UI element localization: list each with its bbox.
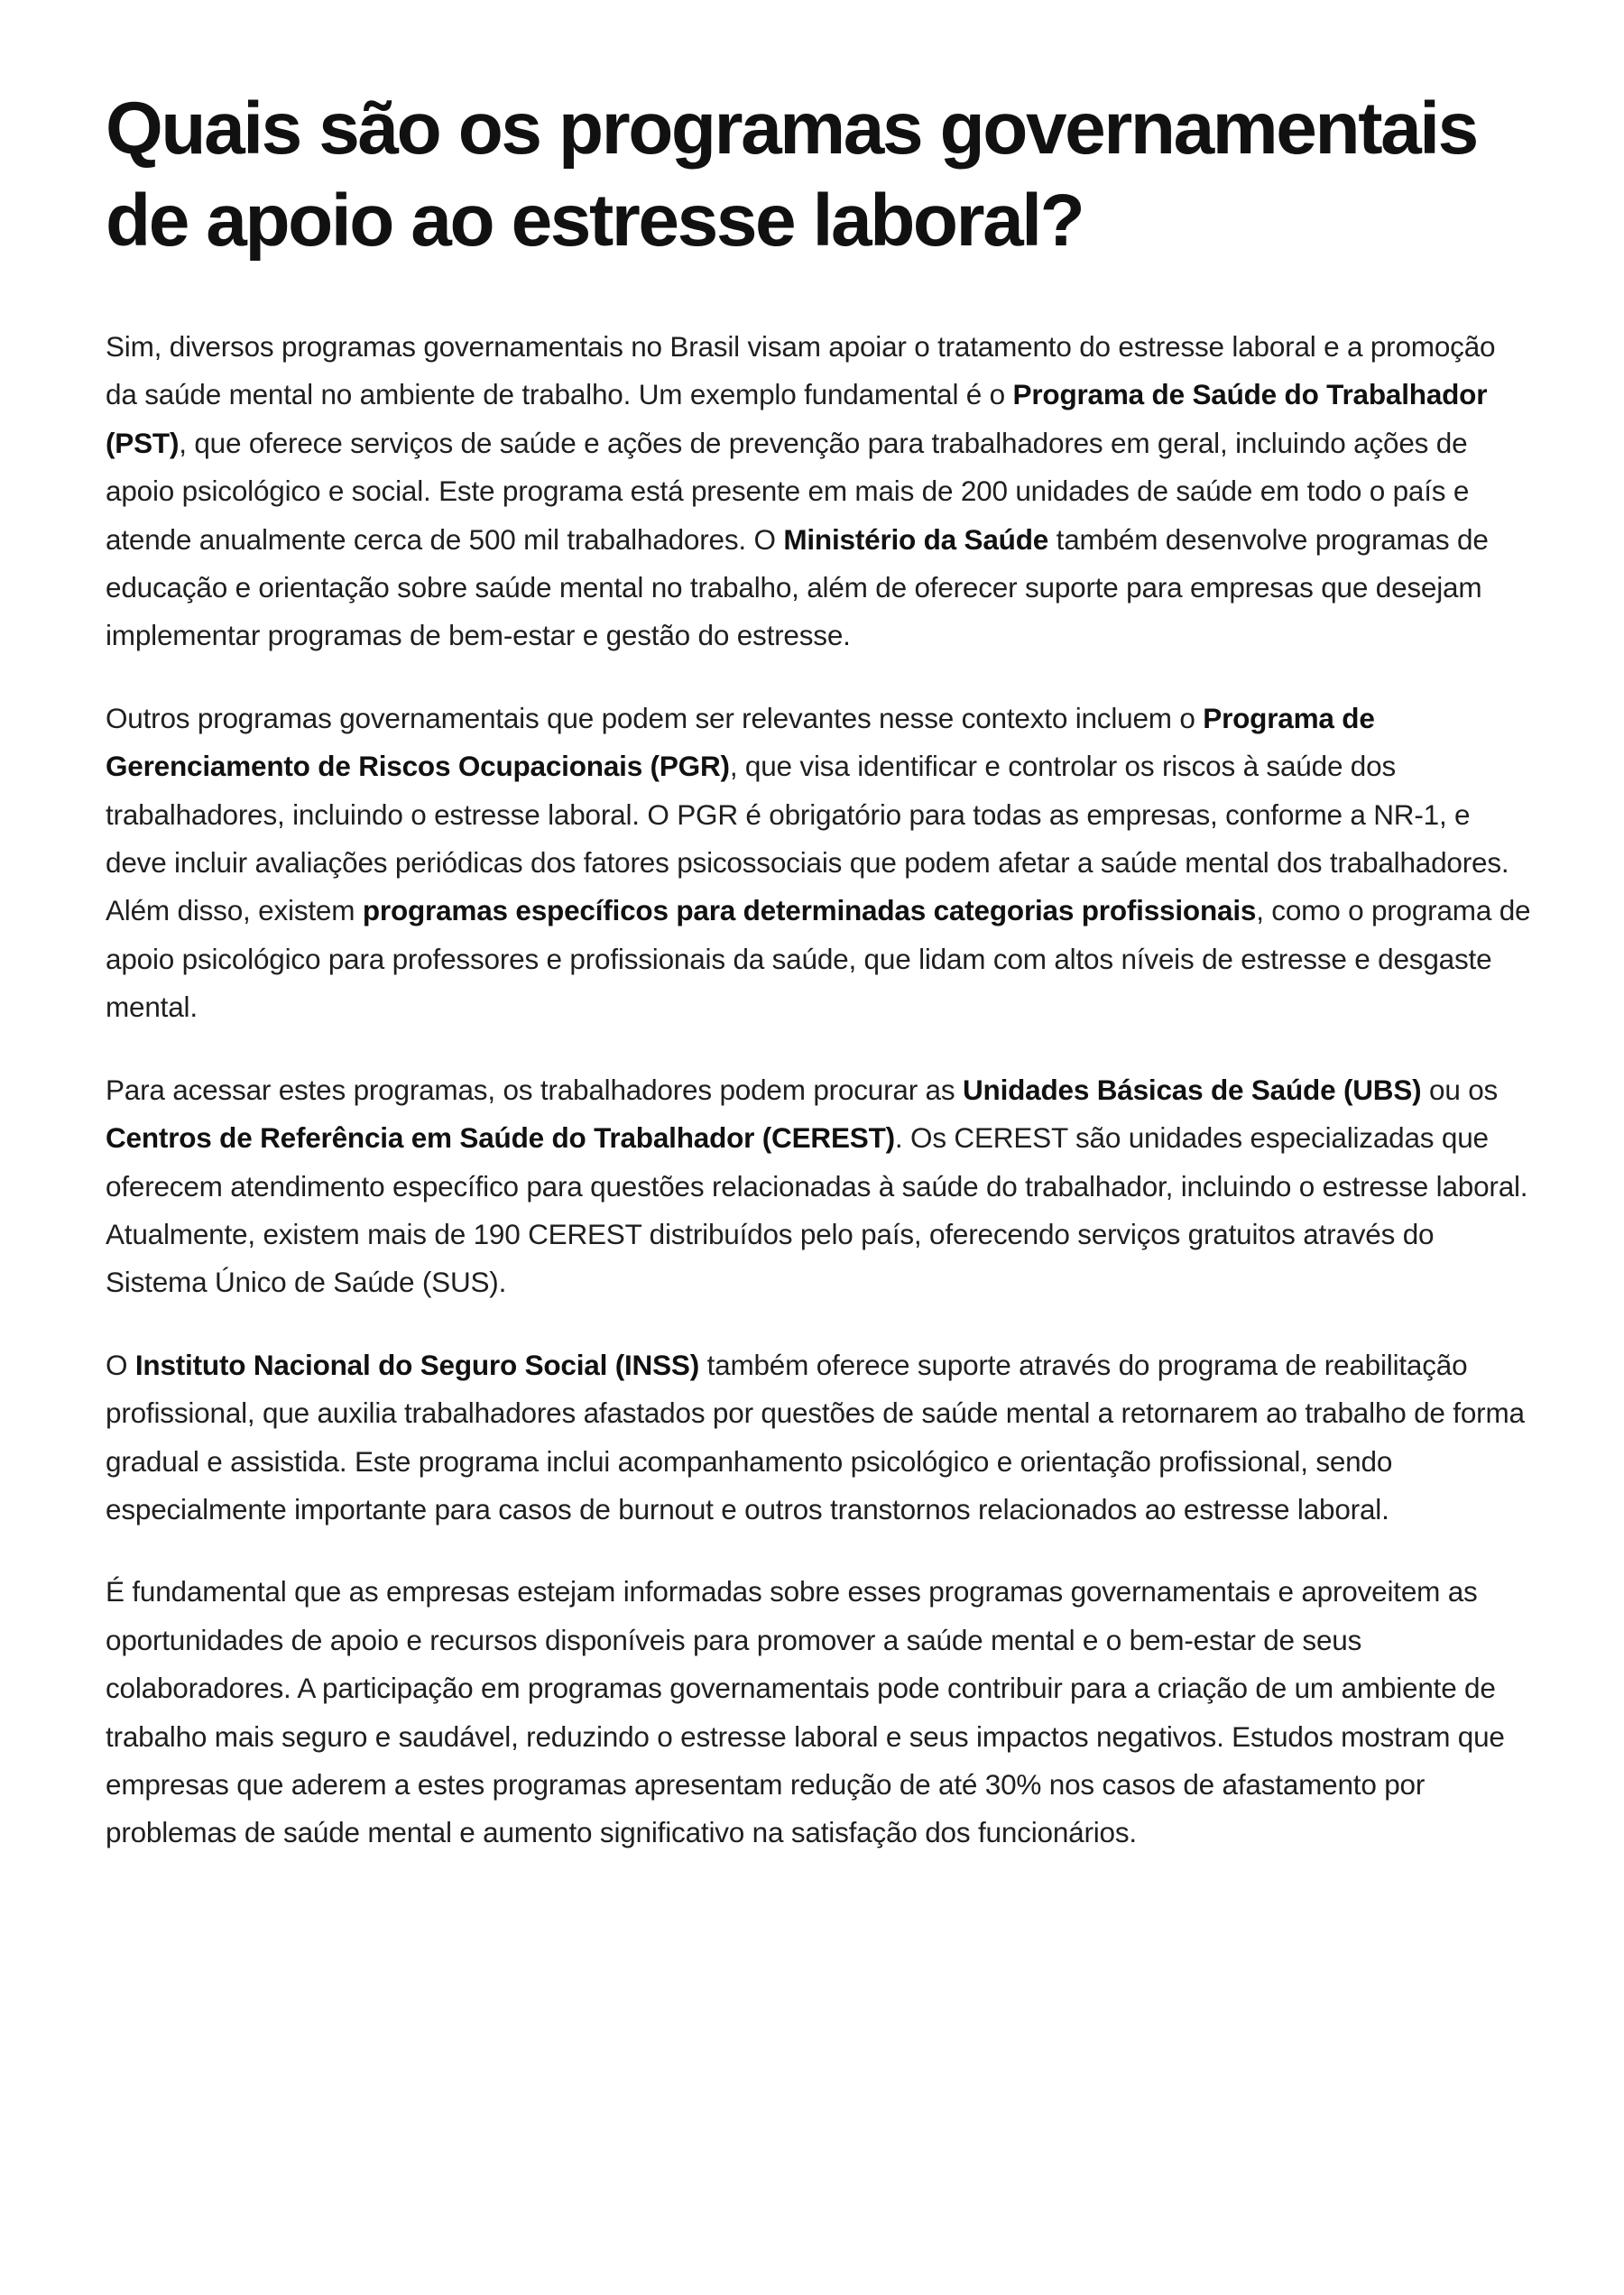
paragraph-ubs-cerest: Para acessar estes programas, os trabalhadores podem procurar as Unidades Básicas de Saúde (UBS) ou os Centros de Referência em Saúde do Trabalhador (CEREST). Os CEREST são unidades especializadas que oferecem atendimento específico para questões relacionadas à saúde do trabalhador, incluindo o estresse laboral. Atualmente, existem mais de 190 CEREST distribuídos pelo país, oferecendo serviços gratuitos através do Sistema Único de Saúde (SUS).	[106, 1073, 1528, 1299]
paragraph-pgr: Outros programas governamentais que podem ser relevantes nesse contexto incluem o Programa de Gerenciamento de Riscos Ocupacionais (PGR), que visa identificar e controlar os riscos à saúde dos trabalhadores, incluindo o estresse laboral. O PGR é obrigatório para todas as empresas, conforme a NR-1, e deve incluir avaliações periódicas dos fatores psicossociais que podem afetar a saúde mental dos trabalhadores. Além disso, existem programas específicos para determinadas categorias profissionais, como o programa de apoio psicológico para professores e profissionais da saúde, que lidam com altos níveis de estresse e desgaste mental.	[106, 701, 1531, 1024]
paragraph-inss: O Instituto Nacional do Seguro Social (INSS) também oferece suporte através do programa de reabilitação profissional, que auxilia trabalhadores afastados por questões de saúde mental a retornarem ao trabalho de forma gradual e assistida. Este programa inclui acompanhamento psicológico e orientação profissional, sendo especialmente importante para casos de burnout e outros transtornos relacionados ao estresse laboral.	[106, 1348, 1525, 1525]
highlight-ubs: Unidades Básicas de Saúde (UBS)	[962, 1073, 1422, 1106]
paragraph-pst: Sim, diversos programas governamentais no Brasil visam apoiar o tratamento do estresse laboral e a promoção da saúde mental no ambiente de trabalho. Um exemplo fundamental é o Programa de Saúde do Trabalhador (PST), que oferece serviços de saúde e ações de prevenção para trabalhadores em geral, incluindo ações de apoio psicológico e social. Este programa está presente em mais de 200 unidades de saúde em todo o país e atende anualmente cerca de 500 mil trabalhadores. O Ministério da Saúde também desenvolve programas de educação e orientação sobre saúde mental no trabalho, além de oferecer suporte para empresas que desejam implementar programas de bem-estar e gestão do estresse.	[106, 330, 1496, 652]
article-body	[106, 323, 1531, 1857]
highlight-ministerio-saude: Ministério da Saúde	[783, 522, 1049, 556]
highlight-pgr: Programa de Gerenciamento de Riscos Ocupacionais (PGR)	[106, 701, 1375, 783]
document-page	[106, 83, 1531, 1892]
paragraph-conclusao: É fundamental que as empresas estejam informadas sobre esses programas governamentais e aproveitem as oportunidades de apoio e recursos disponíveis para promover a saúde mental e o bem-estar de seus colaboradores. A participação em programas governamentais pode contribuir para a criação de um ambiente de trabalho mais seguro e saudável, reduzindo o estresse laboral e seus impactos negativos. Estudos mostram que empresas que aderem a estes programas apresentam redução de até 30% nos casos de afastamento por problemas de saúde mental e aumento significativo na satisfação dos funcionários.	[106, 1575, 1505, 1849]
highlight-cerest: Centros de Referência em Saúde do Trabalhador (CEREST)	[106, 1121, 895, 1155]
page-title: Quais são os programas governamentais de apoio ao estresse laboral?	[106, 88, 1477, 262]
highlight-pst: Programa de Saúde do Trabalhador (PST)	[106, 378, 1488, 459]
highlight-programas-especificos: programas específicos para determinadas categorias profissionais	[362, 894, 1257, 927]
highlight-inss: Instituto Nacional do Seguro Social (INSS)	[134, 1348, 700, 1381]
